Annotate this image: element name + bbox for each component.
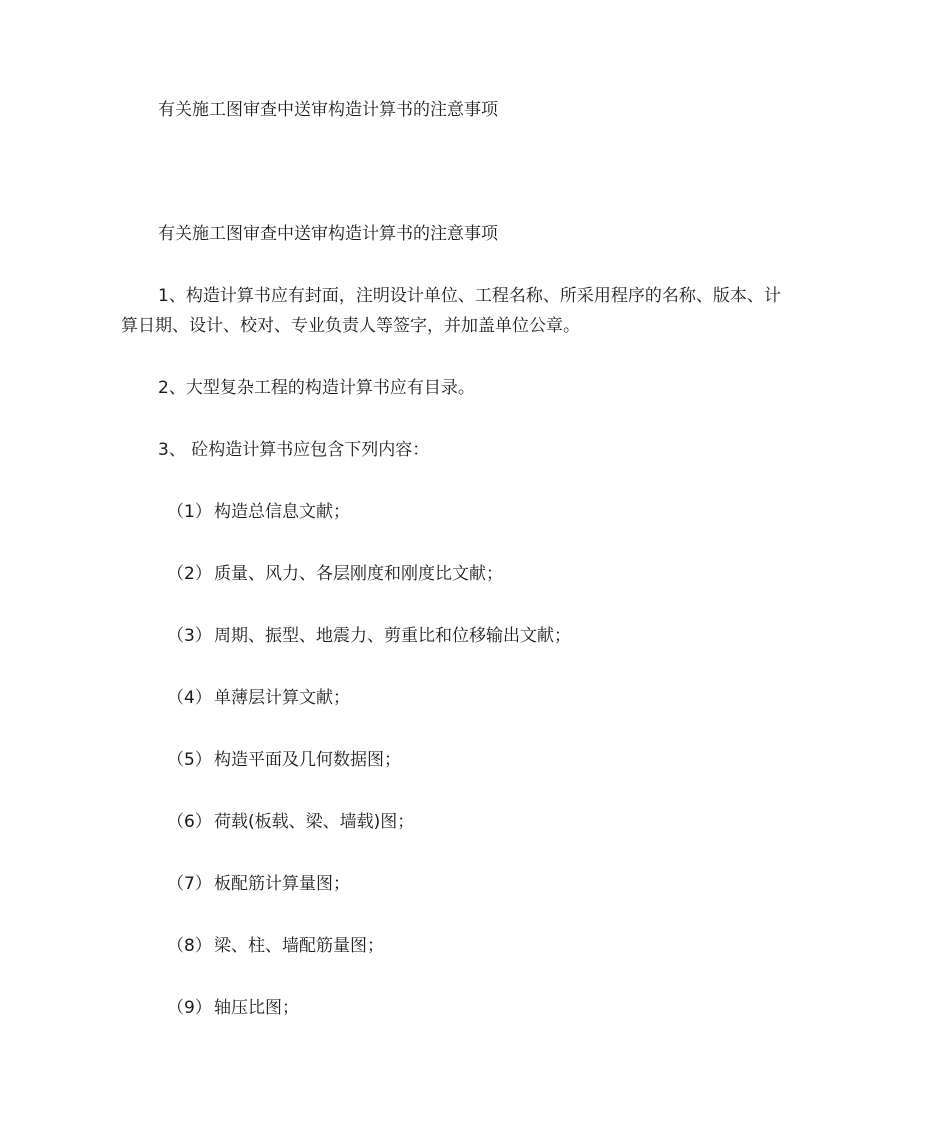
list-item-number: （5）: [167, 750, 212, 770]
list-item-text: 单薄层计算文献；: [214, 688, 350, 708]
list-item: [167, 621, 571, 651]
paragraph-1-line-1: 1、构造计算书应有封面，注明设计单位、工程名称、所采用程序的名称、版本、计: [158, 286, 781, 306]
list-item-number: （1）: [167, 502, 212, 522]
paragraph-3: 3、 砼构造计算书应包含下列内容：: [158, 440, 430, 460]
list-item: [167, 931, 384, 961]
list-item-text: 构造平面及几何数据图；: [214, 750, 401, 770]
list-item-number: （2）: [167, 564, 212, 584]
paragraph-2: 2、大型复杂工程的构造计算书应有目录。: [158, 378, 475, 398]
list-item-text: 质量、风力、各层刚度和刚度比文献；: [214, 564, 503, 584]
list-item: [167, 559, 503, 589]
list-item: [167, 807, 414, 837]
list-item-text: 轴压比图；: [214, 998, 299, 1018]
list-item-text: 梁、柱、墙配筋量图；: [214, 936, 384, 956]
list-item-number: （3）: [167, 626, 212, 646]
list-item: [167, 497, 350, 527]
list-item: [167, 993, 299, 1023]
list-item-text: 板配筋计算量图；: [214, 874, 350, 894]
list-item-text: 荷载(板载、梁、墙载)图；: [214, 812, 415, 832]
list-item-number: （7）: [167, 874, 212, 894]
list-item-number: （4）: [167, 688, 212, 708]
list-item: [167, 745, 401, 775]
list-item-number: （9）: [167, 998, 212, 1018]
list-item-number: （6）: [167, 812, 212, 832]
paragraph-1-line-2: 算日期、设计、校对、专业负责人等签字，并加盖单位公章。: [121, 316, 580, 336]
document-title: 有关施工图审查中送审构造计算书的注意事项: [158, 224, 498, 244]
list-item-number: （8）: [167, 936, 212, 956]
list-item: [167, 683, 350, 713]
list-item-text: 周期、振型、地震力、剪重比和位移输出文献；: [214, 626, 571, 646]
document-heading: 有关施工图审查中送审构造计算书的注意事项: [158, 100, 498, 120]
list-item-text: 构造总信息文献；: [214, 502, 350, 522]
list-item: [167, 869, 350, 899]
